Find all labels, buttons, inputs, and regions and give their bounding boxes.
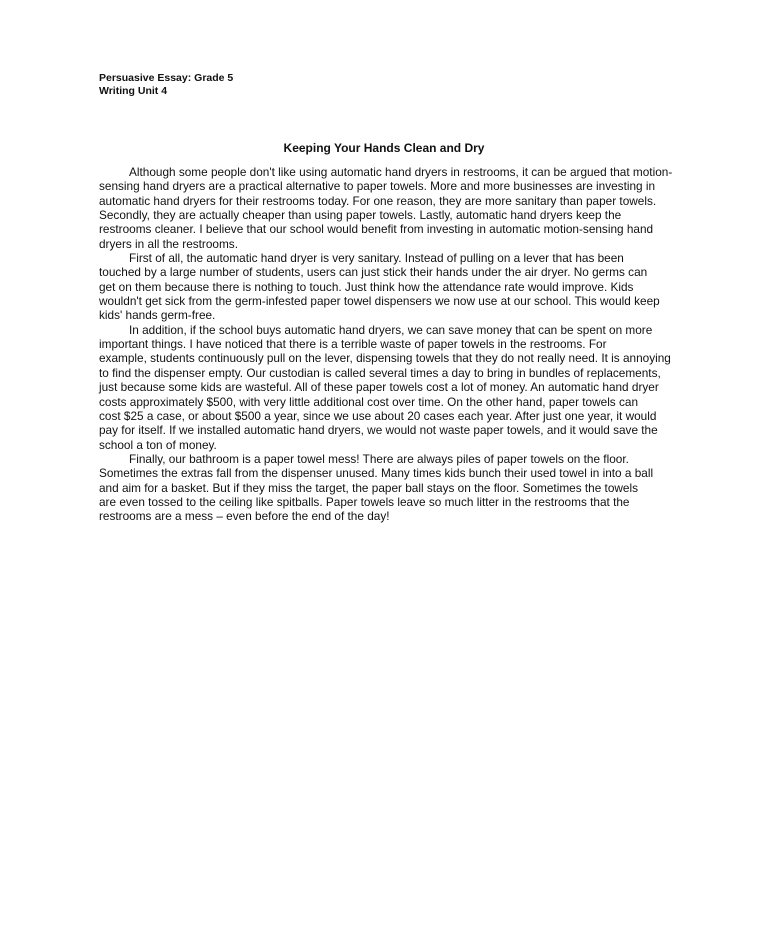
text-line: automatic hand dryers for their restrooms today. For one reason, they are more sanitary than paper towels.	[99, 193, 657, 208]
text-line: kids' hands germ-free.	[99, 308, 216, 323]
essay-body	[99, 165, 673, 524]
text-line: touched by a large number of students, users can just stick their hands under the air dryer. No germs can	[99, 265, 648, 280]
essay-paragraph	[99, 165, 673, 251]
text-line: Finally, our bathroom is a paper towel mess! There are always piles of paper towels on the floor.	[129, 451, 629, 466]
text-line: get on them because there is nothing to touch. Just think how the attendance rate would improve. Kids	[99, 279, 634, 294]
text-line: In addition, if the school buys automatic hand dryers, we can save money that can be spent on more	[129, 322, 653, 337]
text-line: cost $25 a case, or about $500 a year, since we use about 20 cases each year. After just one year, it would	[99, 408, 657, 423]
text-line: First of all, the automatic hand dryer is very sanitary. Instead of pulling on a lever that has been	[129, 251, 624, 266]
text-line: are even tossed to the ceiling like spitballs. Paper towels leave so much litter in the restrooms that the	[99, 494, 630, 509]
text-line: Sometimes the extras fall from the dispenser unused. Many times kids bunch their used towel in into a ball	[99, 466, 654, 481]
essay-paragraph	[99, 322, 671, 452]
text-line: pay for itself. If we installed automatic hand dryers, we would not waste paper towels, and it would save the	[99, 423, 658, 438]
text-line: just because some kids are wasteful. All of these paper towels cost a lot of money. An automatic hand dryer	[99, 380, 659, 395]
text-line: wouldn't get sick from the germ-infested paper towel dispensers we now use at our school. This would keep	[99, 294, 660, 309]
essay-header-grade: Persuasive Essay: Grade 5	[99, 72, 234, 84]
essay-paragraph	[99, 452, 664, 524]
text-line: Although some people don't like using automatic hand dryers in restrooms, it can be argued that motion-	[129, 165, 673, 179]
text-line: dryers in all the restrooms.	[99, 236, 238, 251]
text-line: school a ton of money.	[99, 437, 217, 452]
text-line: example, students continuously pull on the lever, dispensing towels that they do not really need. It is annoying	[99, 351, 671, 366]
essay-header-unit: Writing Unit 4	[99, 85, 168, 97]
essay-paragraph	[99, 251, 664, 323]
text-line: costs approximately $500, with very little additional cost over time. On the other hand, paper towels can	[99, 394, 639, 409]
essay-title: Keeping Your Hands Clean and Dry	[283, 141, 485, 155]
text-line: and aim for a basket. But if they miss the target, the paper ball stays on the floor. Sometimes the towels	[99, 480, 638, 495]
text-line: to find the dispenser empty. Our custodian is called several times a day to bring in bundles of replacements,	[99, 365, 661, 380]
text-line: restrooms are a mess – even before the end of the day!	[99, 509, 390, 524]
text-line: Secondly, they are actually cheaper than using paper towels. Lastly, automatic hand dryers keep the	[99, 208, 622, 223]
text-line: sensing hand dryers are a practical alternative to paper towels. More and more businesses are investing in	[99, 179, 656, 194]
text-line: restrooms cleaner. I believe that our school would benefit from investing in automatic motion-sensing hand	[99, 222, 654, 237]
text-line: important things. I have noticed that there is a terrible waste of paper towels in the restrooms. For	[99, 337, 607, 352]
